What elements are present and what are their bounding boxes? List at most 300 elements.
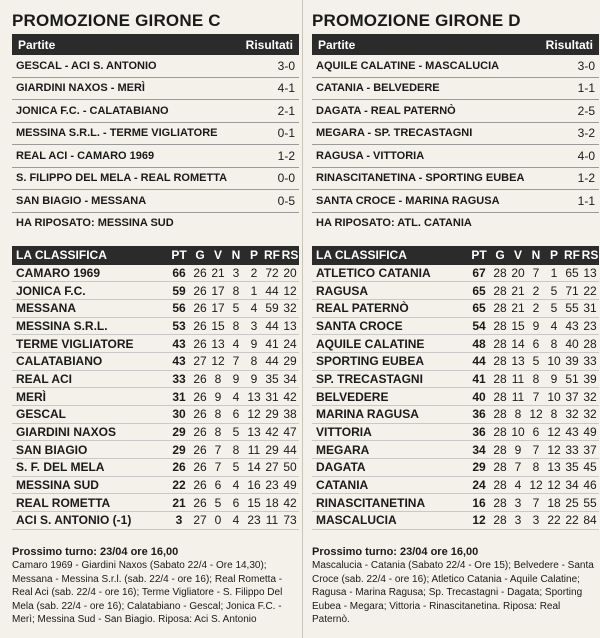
standings-row <box>12 300 299 318</box>
standings-row <box>312 335 599 353</box>
cell-team: TERME VIGLIATORE <box>16 336 134 351</box>
cell-n: 9 <box>532 318 540 333</box>
header-pt: PT <box>471 248 487 262</box>
cell-rf: 33 <box>565 442 579 457</box>
standings-row <box>312 406 599 424</box>
cell-pt: 33 <box>172 371 186 386</box>
cell-p: 10 <box>547 354 561 369</box>
cell-team: VITTORIA <box>316 425 372 440</box>
cell-n: 5 <box>232 301 240 316</box>
cell-p: 3 <box>250 318 258 333</box>
cell-p: 9 <box>550 371 558 386</box>
riposo-note: HA RIPOSATO: MESSINA SUD <box>16 217 174 229</box>
match-row <box>312 190 599 213</box>
standings-row <box>12 353 299 371</box>
cell-n: 6 <box>532 336 540 351</box>
cell-team: GESCAL <box>16 407 67 422</box>
match-teams: GESCAL - ACI S. ANTONIO <box>16 59 157 72</box>
cell-g: 26 <box>193 318 207 333</box>
cell-rf: 32 <box>565 407 579 422</box>
match-score: 1-2 <box>277 148 295 163</box>
next-round-fixtures: Camaro 1969 - Giardini Naxos (Sabato 22/4 - Ore 14,30); Messana - Messina S.r.l. (sab. 22/4 - ore 16); Real Rometta - Real Aci (sab. 22/4 - ore 16); Terme Vigliatore - S. Filippo Del Mela (sab. 22/4 - ore 16); Calatabiano - Gescal; Jonica F.C. - Merì; Messina Sud - San Biagio. Riposa: Aci S. Antonio <box>12 560 283 626</box>
standings-row <box>12 318 299 336</box>
next-round-label: Prossimo turno: 23/04 ore 16,00 <box>12 545 179 558</box>
standings-row <box>312 265 599 283</box>
cell-g: 28 <box>493 425 507 440</box>
cell-v: 20 <box>511 265 525 280</box>
cell-n: 8 <box>232 283 240 298</box>
cell-rs: 45 <box>583 460 597 475</box>
cell-v: 21 <box>511 301 525 316</box>
cell-n: 5 <box>532 354 540 369</box>
girone-title: PROMOZIONE GIRONE D <box>312 11 521 30</box>
results-header <box>312 34 599 55</box>
cell-v: 12 <box>211 354 225 369</box>
cell-team: MESSANA <box>16 301 77 316</box>
match-score: 1-1 <box>577 81 595 96</box>
match-row <box>12 78 299 101</box>
next-round <box>312 546 599 627</box>
standings-row <box>12 512 299 530</box>
cell-pt: 43 <box>172 354 186 369</box>
next-round-fixtures: Mascalucia - Catania (Sabato 22/4 - Ore 15); Belvedere - Santa Croce (sab. 22/4 - ore 16); Atletico Catania - Aquile Calatine; Ragusa - Marina Ragusa; Sp. Trecastagni - Dagata; Sporting Eubea - Megara; Vittoria - Rinascitanetina. Riposa: Real Paternò. <box>312 560 594 626</box>
standings-row <box>12 371 299 389</box>
cell-pt: 34 <box>472 442 486 457</box>
match-teams: MEGARA - SP. TRECASTAGNI <box>316 127 473 140</box>
cell-g: 28 <box>493 283 507 298</box>
cell-v: 21 <box>511 283 525 298</box>
match-list <box>312 55 599 213</box>
match-score: 0-5 <box>277 193 295 208</box>
cell-v: 11 <box>511 371 525 386</box>
cell-n: 2 <box>532 301 540 316</box>
match-teams: MESSINA S.R.L. - TERME VIGLIATORE <box>16 127 218 140</box>
standings-row <box>12 335 299 353</box>
next-round <box>12 546 299 627</box>
match-list <box>12 55 299 213</box>
match-teams: RAGUSA - VITTORIA <box>316 149 425 162</box>
match-row <box>12 55 299 78</box>
cell-rf: 40 <box>565 336 579 351</box>
cell-v: 5 <box>214 495 222 510</box>
cell-pt: 48 <box>472 336 486 351</box>
cell-v: 11 <box>511 389 525 404</box>
risultati-header: Risultati <box>545 37 593 52</box>
cell-rs: 37 <box>583 442 597 457</box>
cell-rs: 50 <box>283 460 297 475</box>
cell-p: 12 <box>247 407 261 422</box>
cell-g: 26 <box>193 495 207 510</box>
header-rf: RF <box>264 248 280 262</box>
cell-team: SP. TRECASTAGNI <box>316 371 423 386</box>
cell-p: 12 <box>547 425 561 440</box>
cell-team: ATLETICO CATANIA <box>316 265 431 280</box>
girone-d-column <box>312 0 599 627</box>
cell-rs: 49 <box>283 478 297 493</box>
cell-p: 12 <box>547 442 561 457</box>
cell-n: 2 <box>532 283 540 298</box>
cell-team: RINASCITANETINA <box>316 495 426 510</box>
cell-g: 28 <box>493 478 507 493</box>
cell-team: CATANIA <box>316 478 369 493</box>
cell-v: 15 <box>511 318 525 333</box>
cell-n: 6 <box>232 495 240 510</box>
match-row <box>312 123 599 146</box>
cell-rf: 31 <box>265 389 279 404</box>
cell-rs: 13 <box>583 265 597 280</box>
header-rf: RF <box>564 248 580 262</box>
cell-v: 13 <box>211 336 225 351</box>
match-score: 1-2 <box>577 171 595 186</box>
cell-rs: 20 <box>283 265 297 280</box>
cell-v: 3 <box>514 495 522 510</box>
cell-rs: 24 <box>283 336 297 351</box>
standings-row <box>312 512 599 530</box>
cell-rs: 12 <box>283 283 297 298</box>
cell-team: MARINA RAGUSA <box>316 407 419 422</box>
cell-pt: 29 <box>472 460 486 475</box>
cell-p: 15 <box>247 495 261 510</box>
cell-rs: 44 <box>283 442 297 457</box>
standings-row <box>12 424 299 442</box>
cell-v: 7 <box>514 460 522 475</box>
cell-rf: 34 <box>565 478 579 493</box>
cell-p: 13 <box>547 460 561 475</box>
cell-team: MESSINA S.R.L. <box>16 318 108 333</box>
cell-p: 2 <box>250 265 258 280</box>
cell-n: 7 <box>532 389 540 404</box>
cell-g: 26 <box>193 371 207 386</box>
header-n: N <box>531 248 541 262</box>
cell-pt: 30 <box>172 407 186 422</box>
cell-rf: 35 <box>265 371 279 386</box>
cell-rf: 37 <box>565 389 579 404</box>
cell-n: 7 <box>232 354 240 369</box>
cell-g: 28 <box>493 442 507 457</box>
cell-p: 9 <box>250 336 258 351</box>
cell-g: 26 <box>193 460 207 475</box>
cell-pt: 43 <box>172 336 186 351</box>
cell-n: 7 <box>532 442 540 457</box>
cell-pt: 12 <box>472 513 486 528</box>
cell-g: 27 <box>193 513 207 528</box>
cell-g: 28 <box>493 336 507 351</box>
cell-g: 28 <box>493 371 507 386</box>
cell-p: 18 <box>547 495 561 510</box>
cell-p: 12 <box>547 478 561 493</box>
cell-g: 28 <box>493 389 507 404</box>
girone-c-column <box>12 0 299 627</box>
cell-rf: 43 <box>565 425 579 440</box>
cell-n: 6 <box>232 407 240 422</box>
standings-row <box>312 318 599 336</box>
cell-p: 13 <box>247 425 261 440</box>
match-score: 3-2 <box>577 126 595 141</box>
cell-p: 4 <box>250 301 258 316</box>
cell-team: REAL ROMETTA <box>16 495 111 510</box>
cell-rs: 33 <box>583 354 597 369</box>
cell-rf: 51 <box>565 371 579 386</box>
match-score: 4-0 <box>577 148 595 163</box>
cell-g: 26 <box>193 442 207 457</box>
cell-team: DAGATA <box>316 460 366 475</box>
cell-g: 26 <box>193 407 207 422</box>
cell-g: 28 <box>493 495 507 510</box>
cell-n: 3 <box>232 265 240 280</box>
cell-n: 7 <box>532 495 540 510</box>
cell-rs: 42 <box>283 495 297 510</box>
cell-n: 8 <box>232 442 240 457</box>
cell-rs: 29 <box>283 354 297 369</box>
cell-rf: 23 <box>265 478 279 493</box>
cell-pt: 65 <box>472 301 486 316</box>
cell-team: MERÌ <box>16 389 46 404</box>
cell-rs: 23 <box>583 318 597 333</box>
cell-v: 10 <box>511 425 525 440</box>
match-score: 0-1 <box>277 126 295 141</box>
cell-pt: 56 <box>172 301 186 316</box>
cell-rs: 39 <box>583 371 597 386</box>
cell-pt: 24 <box>472 478 486 493</box>
cell-rf: 44 <box>265 318 279 333</box>
cell-pt: 53 <box>172 318 186 333</box>
cell-rs: 55 <box>583 495 597 510</box>
header-team: LA CLASSIFICA <box>16 248 107 262</box>
standings-row <box>312 424 599 442</box>
cell-g: 26 <box>193 389 207 404</box>
cell-rs: 28 <box>583 336 597 351</box>
match-teams: SANTA CROCE - MARINA RAGUSA <box>316 194 500 207</box>
cell-team: CALATABIANO <box>16 354 103 369</box>
cell-n: 9 <box>232 371 240 386</box>
cell-g: 28 <box>493 407 507 422</box>
cell-p: 5 <box>550 301 558 316</box>
cell-p: 9 <box>250 371 258 386</box>
standings-row <box>12 282 299 300</box>
cell-rs: 38 <box>283 407 297 422</box>
cell-rf: 42 <box>265 425 279 440</box>
cell-pt: 26 <box>172 460 186 475</box>
cell-rs: 49 <box>583 425 597 440</box>
cell-rs: 73 <box>283 513 297 528</box>
match-score: 2-1 <box>277 103 295 118</box>
header-rs: RS <box>281 248 299 262</box>
cell-rf: 41 <box>265 336 279 351</box>
cell-pt: 36 <box>472 425 486 440</box>
standings-row <box>12 477 299 495</box>
standings-row <box>312 300 599 318</box>
cell-rf: 29 <box>265 407 279 422</box>
cell-g: 26 <box>193 336 207 351</box>
standings-row <box>12 265 299 283</box>
match-teams: SAN BIAGIO - MESSANA <box>16 194 147 207</box>
standings-row <box>12 494 299 512</box>
cell-pt: 29 <box>172 425 186 440</box>
match-score: 2-5 <box>577 103 595 118</box>
cell-rf: 44 <box>265 354 279 369</box>
standings-header-row <box>12 246 299 265</box>
partite-header: Partite <box>318 37 356 52</box>
cell-team: S. F. DEL MELA <box>16 460 105 475</box>
match-row <box>12 190 299 213</box>
cell-rs: 42 <box>283 389 297 404</box>
standings-row <box>312 388 599 406</box>
cell-p: 13 <box>247 389 261 404</box>
risultati-header: Risultati <box>245 37 293 52</box>
cell-pt: 67 <box>472 265 486 280</box>
cell-rf: 59 <box>265 301 279 316</box>
cell-n: 7 <box>532 265 540 280</box>
cell-g: 26 <box>193 425 207 440</box>
match-row <box>312 168 599 191</box>
cell-p: 14 <box>247 460 261 475</box>
cell-v: 14 <box>511 336 525 351</box>
match-score: 3-0 <box>577 58 595 73</box>
cell-g: 26 <box>193 478 207 493</box>
cell-pt: 65 <box>472 283 486 298</box>
cell-n: 4 <box>232 478 240 493</box>
standings-row <box>312 282 599 300</box>
cell-p: 4 <box>550 318 558 333</box>
standings-row <box>12 459 299 477</box>
cell-team: MASCALUCIA <box>316 513 397 528</box>
cell-v: 3 <box>514 513 522 528</box>
cell-rf: 44 <box>265 283 279 298</box>
cell-n: 8 <box>532 460 540 475</box>
cell-pt: 31 <box>172 389 186 404</box>
cell-rf: 27 <box>265 460 279 475</box>
cell-g: 28 <box>493 301 507 316</box>
cell-pt: 36 <box>472 407 486 422</box>
match-score: 4-1 <box>277 81 295 96</box>
cell-rf: 43 <box>565 318 579 333</box>
match-teams: AQUILE CALATINE - MASCALUCIA <box>316 59 500 72</box>
cell-rs: 84 <box>583 513 597 528</box>
match-score: 3-0 <box>277 58 295 73</box>
cell-rf: 39 <box>565 354 579 369</box>
match-teams: CATANIA - BELVEDERE <box>316 82 440 95</box>
cell-v: 8 <box>514 407 522 422</box>
match-row <box>312 78 599 101</box>
cell-team: BELVEDERE <box>316 389 389 404</box>
cell-n: 12 <box>529 407 543 422</box>
cell-team: SANTA CROCE <box>316 318 403 333</box>
cell-pt: 54 <box>472 318 486 333</box>
standings-row <box>312 371 599 389</box>
cell-rf: 65 <box>565 265 579 280</box>
cell-rs: 32 <box>283 301 297 316</box>
match-teams: S. FILIPPO DEL MELA - REAL ROMETTA <box>16 172 228 185</box>
cell-team: AQUILE CALATINE <box>316 336 425 351</box>
match-teams: RINASCITANETINA - SPORTING EUBEA <box>316 172 525 185</box>
match-teams: DAGATA - REAL PATERNÒ <box>316 104 456 117</box>
cell-g: 26 <box>193 265 207 280</box>
cell-rs: 13 <box>283 318 297 333</box>
cell-team: REAL ACI <box>16 371 73 386</box>
standings-row <box>12 388 299 406</box>
standings-row <box>312 459 599 477</box>
cell-v: 21 <box>211 265 225 280</box>
match-score: 1-1 <box>577 193 595 208</box>
cell-rs: 31 <box>583 301 597 316</box>
match-row <box>12 123 299 146</box>
match-row <box>12 100 299 123</box>
cell-pt: 40 <box>472 389 486 404</box>
cell-pt: 3 <box>175 513 183 528</box>
cell-v: 8 <box>214 371 222 386</box>
cell-team: RAGUSA <box>316 283 369 298</box>
cell-n: 4 <box>232 389 240 404</box>
cell-n: 3 <box>532 513 540 528</box>
cell-v: 17 <box>211 301 225 316</box>
cell-v: 17 <box>211 283 225 298</box>
cell-p: 16 <box>247 478 261 493</box>
partite-header: Partite <box>18 37 56 52</box>
cell-rf: 11 <box>265 513 279 528</box>
cell-p: 8 <box>550 407 558 422</box>
header-v: V <box>213 248 222 262</box>
match-row <box>12 145 299 168</box>
cell-n: 4 <box>232 513 240 528</box>
match-row <box>312 145 599 168</box>
header-pt: PT <box>171 248 187 262</box>
cell-g: 28 <box>493 513 507 528</box>
standings-row <box>312 441 599 459</box>
match-score: 0-0 <box>277 171 295 186</box>
standings-row <box>12 406 299 424</box>
match-row <box>312 55 599 78</box>
cell-n: 5 <box>232 425 240 440</box>
cell-rf: 25 <box>565 495 579 510</box>
cell-team: JONICA F.C. <box>16 283 86 298</box>
cell-rs: 47 <box>283 425 297 440</box>
cell-team: ACI S. ANTONIO (-1) <box>16 513 132 528</box>
standings-row <box>312 477 599 495</box>
match-row <box>12 168 299 191</box>
cell-pt: 22 <box>172 478 186 493</box>
cell-p: 8 <box>250 354 258 369</box>
cell-n: 12 <box>529 478 543 493</box>
cell-n: 4 <box>232 336 240 351</box>
cell-p: 10 <box>547 389 561 404</box>
header-v: V <box>513 248 522 262</box>
cell-team: MEGARA <box>316 442 370 457</box>
cell-rs: 46 <box>583 478 597 493</box>
cell-pt: 66 <box>172 265 186 280</box>
standings-row <box>312 353 599 371</box>
cell-p: 22 <box>547 513 561 528</box>
standings-header-row <box>312 246 599 265</box>
cell-p: 8 <box>550 336 558 351</box>
cell-v: 8 <box>214 425 222 440</box>
standings-table <box>12 246 299 530</box>
cell-pt: 16 <box>472 495 486 510</box>
cell-rf: 29 <box>265 442 279 457</box>
cell-rs: 32 <box>583 389 597 404</box>
cell-p: 5 <box>550 283 558 298</box>
standings-row <box>312 494 599 512</box>
cell-n: 6 <box>532 425 540 440</box>
cell-v: 0 <box>214 513 222 528</box>
cell-team: SPORTING EUBEA <box>316 354 425 369</box>
header-g: G <box>495 248 505 262</box>
cell-rf: 18 <box>265 495 279 510</box>
cell-n: 8 <box>532 371 540 386</box>
match-teams: GIARDINI NAXOS - MERÌ <box>16 82 145 95</box>
cell-n: 5 <box>232 460 240 475</box>
cell-v: 7 <box>214 442 222 457</box>
header-p: P <box>249 248 258 262</box>
